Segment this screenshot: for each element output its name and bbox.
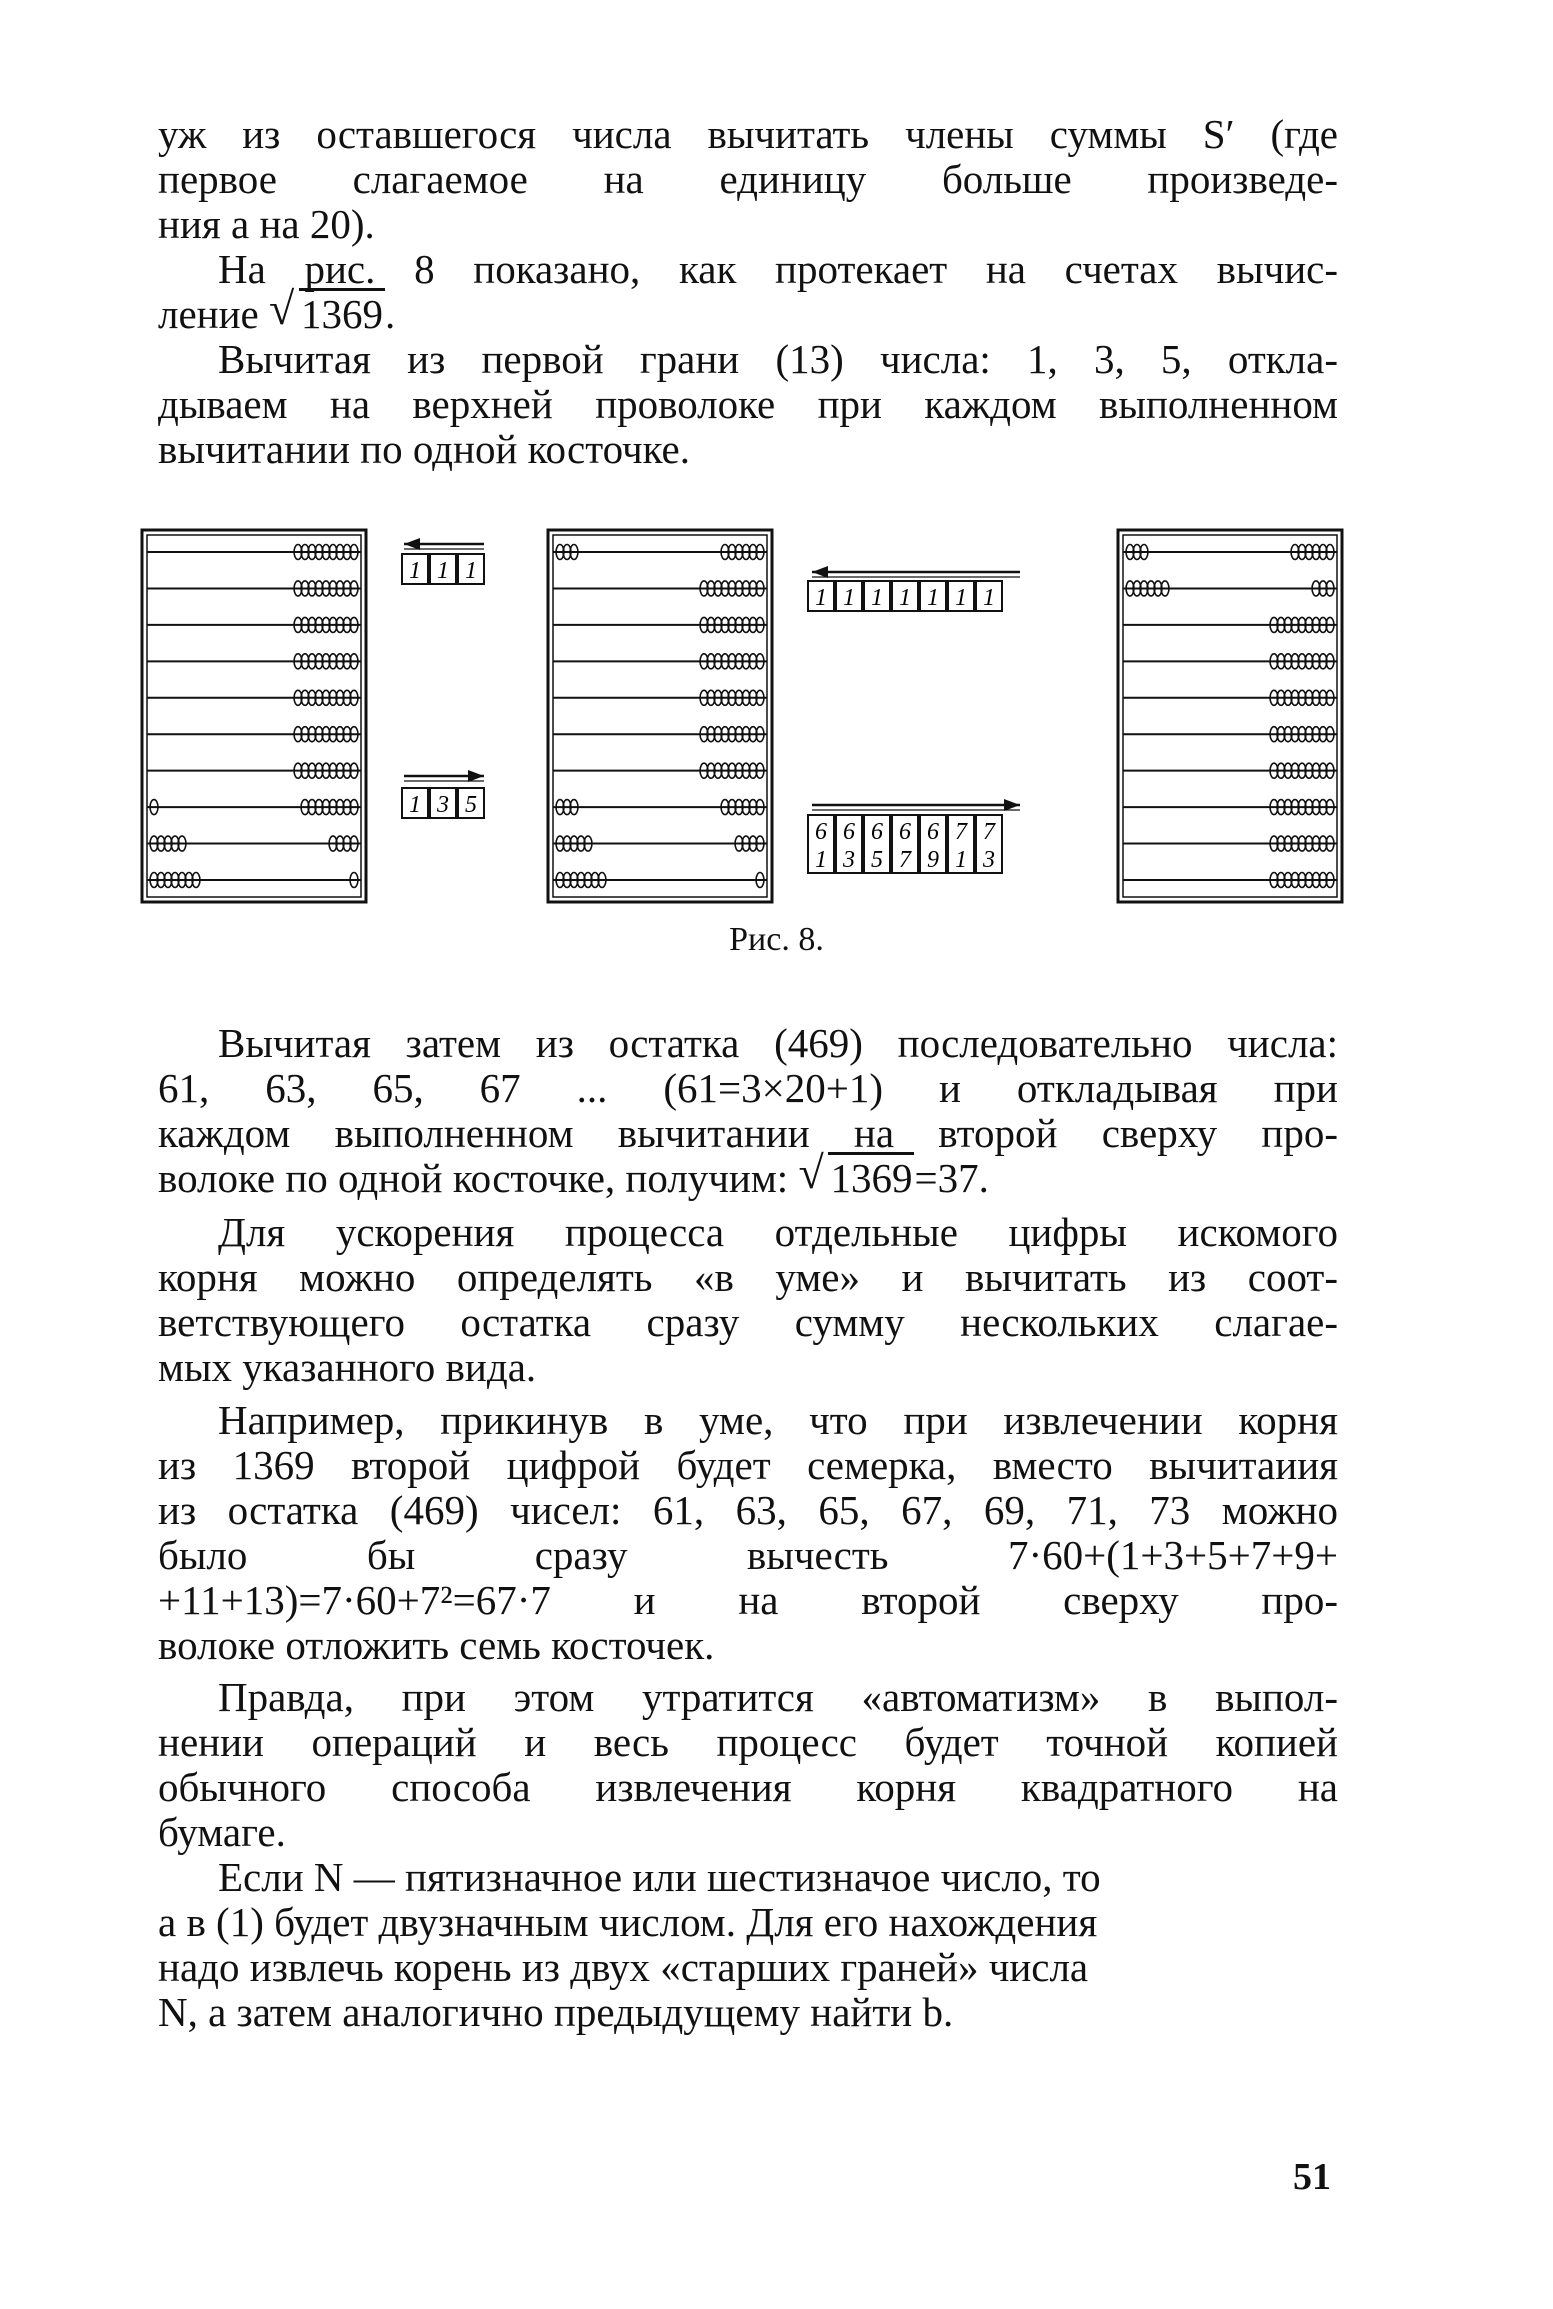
- text-line: ния a на 20).: [158, 201, 375, 247]
- tile-digit: 1: [465, 558, 477, 584]
- radicand: 1369: [828, 1152, 914, 1201]
- tile-digit: 3: [843, 847, 855, 873]
- tile-digit: 1: [955, 847, 967, 873]
- tile-digit: 1: [955, 585, 967, 611]
- text-line: На рис. 8 показано, как протекает на счетах вычис-: [218, 246, 1338, 292]
- abacus-middle: [548, 530, 772, 902]
- tile-digit: 9: [927, 847, 939, 873]
- tile-digit: 5: [871, 847, 883, 873]
- text-line: первое слагаемое на единицу больше произведе-: [158, 156, 1338, 202]
- text-fragment: волоке по одной косточке, получим:: [158, 1155, 799, 1201]
- text-fragment: =37.: [914, 1155, 989, 1201]
- text-line: Если N — пятизначное или шестизначое число, то: [218, 1854, 1101, 1900]
- tile-digit: 1: [983, 585, 995, 611]
- text-line: Правда, при этом утратится «автоматизм» в выпол-: [218, 1674, 1338, 1720]
- arrow-head: [468, 770, 484, 782]
- text-line: Для ускорения процесса отдельные цифры искомого: [218, 1209, 1338, 1255]
- arrow-head: [812, 566, 828, 578]
- text-fragment: ление: [158, 291, 269, 337]
- tile-digit: 1: [871, 585, 883, 611]
- tile-digit: 1: [899, 585, 911, 611]
- text-line: Вычитая затем из остатка (469) последовательно числа:: [218, 1020, 1338, 1066]
- abacus-left: [142, 530, 366, 902]
- tile-digit: 6: [843, 819, 855, 845]
- tile-digit: 6: [927, 819, 939, 845]
- paragraph-5: [158, 1210, 1338, 1390]
- text-line: волоке отложить семь косточек.: [158, 1622, 715, 1668]
- text-line: N, а затем аналогично предыдущему найти b.: [158, 1989, 954, 2035]
- text-line: было бы сразу вычесть 7·60+(1+3+5+7+9+: [158, 1532, 1338, 1578]
- text-line: обычного способа извлечения корня квадратного на: [158, 1764, 1338, 1810]
- tile-digit: 6: [899, 819, 911, 845]
- tile-digit: 5: [465, 792, 477, 818]
- abacus-frame: [1118, 530, 1342, 902]
- radicand: 1369: [299, 288, 385, 337]
- sqrt-line: [158, 1156, 1338, 1201]
- text-line: надо извлечь корень из двух «старших граней» числа: [158, 1944, 1089, 1990]
- abacus-right: [1118, 530, 1342, 902]
- tile-digit: 1: [927, 585, 939, 611]
- figure-8-abacus-diagram: [140, 520, 1370, 915]
- tile-digit: 1: [409, 558, 421, 584]
- text-line: нении операций и весь процесс будет точной копией: [158, 1719, 1338, 1765]
- text-line: уж из оставшегося числа вычитать члены суммы S′ (где: [158, 111, 1338, 157]
- paragraph-6: [158, 1398, 1338, 1668]
- text-line: a в (1) будет двузначным числом. Для его нахождения: [158, 1899, 1098, 1945]
- text-line: Вычитая из первой грани (13) числа: 1, 3, 5, откла-: [218, 336, 1338, 382]
- abacus-frame: [142, 530, 366, 902]
- page-number: 51: [1293, 2156, 1331, 2198]
- text-fragment: .: [385, 291, 396, 337]
- text-line: 61, 63, 65, 67 ... (61=3×20+1) и откладывая при: [158, 1065, 1338, 1111]
- paragraph-1: [158, 112, 1338, 247]
- paragraph-4: [158, 1021, 1338, 1201]
- text-line: Например, прикинув в уме, что при извлечении корня: [218, 1397, 1338, 1443]
- text-line: из остатка (469) чисел: 61, 63, 65, 67, 69, 71, 73 можно: [158, 1487, 1338, 1533]
- paragraph-8: [158, 1855, 1338, 2035]
- sqrt-line: [158, 292, 1338, 337]
- tile-digit: 1: [815, 847, 827, 873]
- text-line: бумаге.: [158, 1809, 286, 1855]
- tile-digit: 6: [871, 819, 883, 845]
- text-line: мых указанного вида.: [158, 1344, 537, 1390]
- tile-digit: 1: [843, 585, 855, 611]
- paragraph-3: [158, 337, 1338, 472]
- tile-digit: 7: [899, 847, 911, 873]
- square-root: [273, 292, 385, 337]
- tile-digit: 6: [815, 819, 827, 845]
- text-line: +11+13)=7·60+7²=67·7 и на второй сверху про-: [158, 1577, 1338, 1623]
- text-line: дываем на верхней проволоке при каждом выполненном: [158, 381, 1338, 427]
- tile-digit: 7: [955, 819, 967, 845]
- tile-digit: 1: [409, 792, 421, 818]
- tile-digit: 3: [983, 847, 995, 873]
- arrow-head: [1004, 799, 1020, 811]
- tile-digit: 1: [815, 585, 827, 611]
- digit-tiles: [402, 554, 1002, 873]
- paragraph-2: [158, 247, 1338, 337]
- arrow-head: [404, 538, 420, 550]
- tile-digit: 3: [437, 792, 449, 818]
- text-line: ветствующего остатка сразу сумму нескольких слагае-: [158, 1299, 1338, 1345]
- tile-digit: 7: [983, 819, 995, 845]
- abacus-frame: [548, 530, 772, 902]
- tile-digit: 1: [437, 558, 449, 584]
- text-line: вычитании по одной косточке.: [158, 426, 690, 472]
- text-line: каждом выполненном вычитании на второй сверху про-: [158, 1110, 1338, 1156]
- text-line: из 1369 второй цифрой будет семерка, вместо вычитаиия: [158, 1442, 1338, 1488]
- square-root: [802, 1156, 914, 1201]
- figure-caption: Рис. 8.: [729, 921, 824, 958]
- text-line: корня можно определять «в уме» и вычитать из соот-: [158, 1254, 1338, 1300]
- paragraph-7: [158, 1675, 1338, 1855]
